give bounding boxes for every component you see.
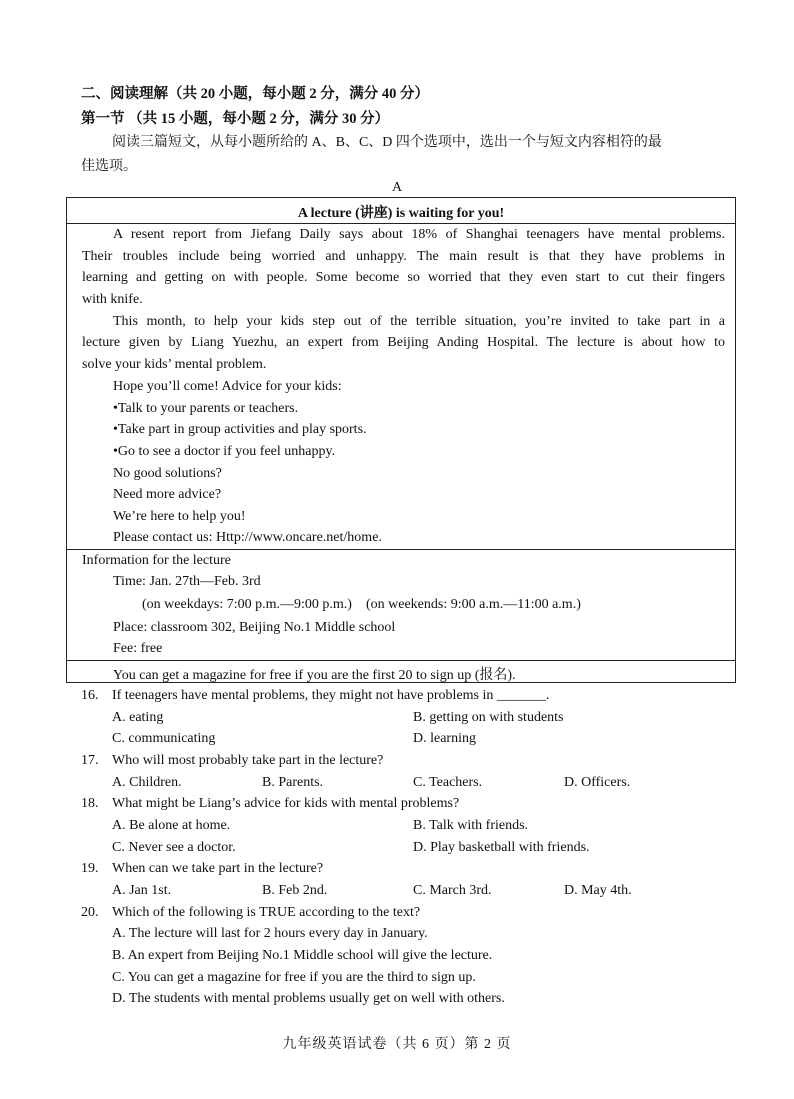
info-place: Place: classroom 302, Beijing No.1 Middle school — [113, 620, 396, 635]
option-b: B. Talk with friends. — [413, 818, 529, 833]
title-divider — [67, 223, 735, 224]
question-number: 20. — [81, 905, 99, 920]
info-fee: Fee: free — [113, 641, 163, 656]
subsection-header: 第一节 （共 15 小题，每小题 2 分，满分 30 分） — [81, 111, 390, 127]
info-time: Time: Jan. 27th—Feb. 3rd — [113, 574, 261, 589]
advice-intro: Hope you’ll come! Advice for your kids: — [113, 379, 342, 394]
instruction-line-2: 佳选项。 — [81, 159, 137, 174]
option-b: B. Feb 2nd. — [262, 883, 328, 898]
magazine-note: You can get a magazine for free if you are the first 20 to sign up (报名). — [113, 668, 516, 683]
question-stem: Which of the following is TRUE according to the text? — [112, 905, 421, 920]
para1-line: A resent report from Jiefang Daily says about 18% of Shanghai teenagers have mental problems. — [113, 227, 725, 242]
option-c: C. March 3rd. — [413, 883, 492, 898]
option-a: A. The lecture will last for 2 hours every day in January. — [112, 926, 428, 941]
para1-line: learning and getting on with people. Some become so worried that they even start to cut their fingers — [82, 270, 725, 285]
advice-item: •Take part in group activities and play sports. — [113, 422, 367, 437]
question-number: 18. — [81, 796, 99, 811]
option-d: D. learning — [413, 731, 476, 746]
instruction-line-1: 阅读三篇短文，从每小题所给的 A、B、C、D 四个选项中，选出一个与短文内容相符的最 — [112, 135, 662, 150]
para2-line: solve your kids’ mental problem. — [82, 357, 267, 372]
section-header: 二、阅读理解（共 20 小题，每小题 2 分，满分 40 分） — [81, 86, 429, 102]
passage-box — [66, 197, 736, 683]
para1-line: with knife. — [82, 292, 143, 307]
info-title: Information for the lecture — [82, 553, 231, 568]
option-a: A. eating — [112, 710, 164, 725]
option-b: B. An expert from Beijing No.1 Middle school will give the lecture. — [112, 948, 493, 963]
option-d: D. The students with mental problems usually get on well with others. — [112, 991, 505, 1006]
advice-item: •Talk to your parents or teachers. — [113, 401, 299, 416]
option-b: B. getting on with students — [413, 710, 564, 725]
question-number: 17. — [81, 753, 99, 768]
question-stem: If teenagers have mental problems, they might not have problems in _______. — [112, 688, 550, 703]
closing-line: No good solutions? — [113, 466, 222, 481]
option-d: D. May 4th. — [564, 883, 632, 898]
question-number: 16. — [81, 688, 99, 703]
question-stem: When can we take part in the lecture? — [112, 861, 324, 876]
closing-line: Need more advice? — [113, 487, 222, 502]
option-a: A. Jan 1st. — [112, 883, 172, 898]
option-d: D. Play basketball with friends. — [413, 840, 590, 855]
option-c: C. communicating — [112, 731, 216, 746]
info-time-detail: (on weekdays: 7:00 p.m.—9:00 p.m.) (on weekends: 9:00 a.m.—11:00 a.m.) — [142, 597, 581, 612]
para1-line: Their troubles include being worried and unhappy. The main result is that they have problems in — [82, 249, 725, 264]
option-a: A. Be alone at home. — [112, 818, 231, 833]
option-c: C. Never see a doctor. — [112, 840, 236, 855]
box-title: A lecture (讲座) is waiting for you! — [297, 206, 505, 221]
info-divider — [67, 549, 735, 550]
passage-label: A — [392, 180, 403, 195]
option-c: C. Teachers. — [413, 775, 483, 790]
question-stem: What might be Liang’s advice for kids with mental problems? — [112, 796, 460, 811]
advice-item: •Go to see a doctor if you feel unhappy. — [113, 444, 336, 459]
option-a: A. Children. — [112, 775, 182, 790]
question-number: 19. — [81, 861, 99, 876]
para2-line: This month, to help your kids step out of the terrible situation, you’re invited to take part in a — [113, 314, 725, 329]
closing-line: We’re here to help you! — [113, 509, 246, 524]
option-b: B. Parents. — [262, 775, 324, 790]
page-footer: 九年级英语试卷（共 6 页）第 2 页 — [282, 1037, 512, 1052]
option-d: D. Officers. — [564, 775, 631, 790]
question-stem: Who will most probably take part in the lecture? — [112, 753, 384, 768]
option-c: C. You can get a magazine for free if you are the third to sign up. — [112, 970, 476, 985]
para2-line: lecture given by Liang Yuezhu, an expert from Beijing Anding Hospital. The lecture is about how to — [82, 335, 725, 350]
contact-line: Please contact us: Http://www.oncare.net/home. — [113, 530, 382, 545]
magazine-divider — [67, 660, 735, 661]
